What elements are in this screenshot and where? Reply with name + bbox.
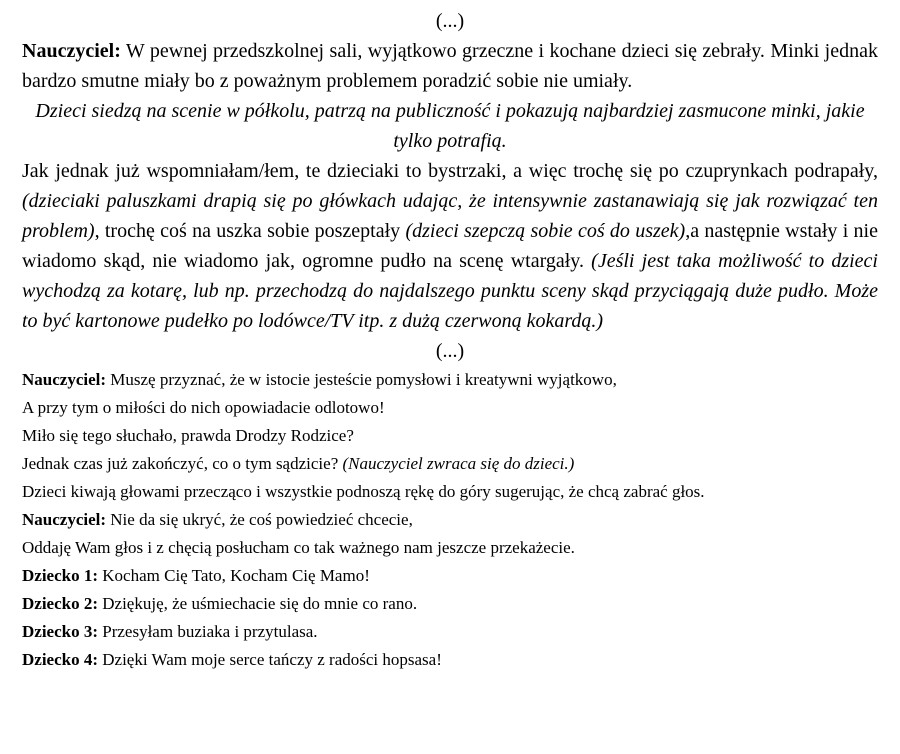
stage-direction-inline: (dzieci szepczą sobie coś do uszek) — [405, 220, 686, 242]
child-line — [22, 590, 878, 618]
dialogue-line: Oddaję Wam głos i z chęcią posłucham co tak ważnego nam jeszcze przekażecie. — [22, 538, 575, 557]
ellipsis-middle: (...) — [435, 340, 465, 362]
narration-line: Dzieci kiwają głowami przecząco i wszystkie podnoszą rękę do góry sugerując, że chcą zabrać głos. — [22, 482, 705, 501]
dialogue-text: Dzięki Wam moje serce tańczy z radości hopsasa! — [98, 650, 442, 669]
child-line — [22, 562, 878, 590]
dialogue-line: Miło się tego słuchało, prawda Drodzy Rodzice? — [22, 426, 354, 445]
speaker-label: Nauczyciel: — [22, 40, 121, 62]
ellipsis-top: (...) — [435, 10, 465, 32]
speaker-label: Dziecko 1: — [22, 566, 99, 585]
speaker-label: Dziecko 3: — [22, 622, 99, 641]
teacher-line — [22, 366, 878, 394]
dialogue-text: Jednak czas już zakończyć, co o tym sądzicie? — [22, 454, 343, 473]
script-document — [22, 6, 878, 674]
dialogue-text: Dziękuję, że uśmiechacie się do mnie co rano. — [98, 594, 418, 613]
speaker-label: Nauczyciel: — [22, 510, 107, 529]
stage-direction-inline: (Jeśli jest taka możliwość to dzieci wychodzą za kotarę, lub np. przechodzą do najdalszego punktu sceny skąd przyciągają duże pudło. Może to być kartonowe pudełko po lodówce/TV itp. z dużą czerwoną kokardą.) — [22, 250, 878, 332]
scene-section — [22, 6, 878, 366]
teacher-paragraph-2 — [22, 156, 878, 336]
dialogue-line: A przy tym o miłości do nich opowiadacie odlotowo! — [22, 398, 385, 417]
dialogue-text: Kocham Cię Tato, Kocham Cię Mamo! — [98, 566, 370, 585]
speaker-label: Dziecko 4: — [22, 650, 99, 669]
teacher-line — [22, 506, 878, 534]
dialogue-text: Muszę przyznać, że w istocie jesteście pomysłowi i kreatywni wyjątkowo, — [106, 370, 617, 389]
dialogue-text: Nie da się ukryć, że coś powiedzieć chcecie, — [106, 510, 413, 529]
stage-direction-inline: (Nauczyciel zwraca się do dzieci.) — [342, 454, 575, 473]
speaker-label: Nauczyciel: — [22, 370, 107, 389]
dialogue-text: ,a następnie wstały i nie wiadomo skąd, nie wiadomo jak, ogromne pudło na scenę wtargały. — [22, 220, 878, 272]
stage-direction: Dzieci siedzą na scenie w półkolu, patrzą na publiczność i pokazują najbardziej zasmucone minki, jakie tylko potrafią. — [35, 100, 865, 152]
dialogue-line — [22, 450, 878, 478]
dialogue-text: W pewnej przedszkolnej sali, wyjątkowo grzeczne i kochane dzieci się zebrały. Minki jednak bardzo smutne miały bo z poważnym problemem poradzić sobie nie umiały. — [22, 40, 878, 92]
speaker-label: Dziecko 2: — [22, 594, 99, 613]
dialogue-text: Jak jednak już wspomniałam/łem, te dzieciaki to bystrzaki, a więc trochę się po czuprynkach podrapały, — [22, 160, 878, 182]
child-line — [22, 646, 878, 674]
teacher-paragraph-1 — [22, 36, 878, 96]
child-line — [22, 618, 878, 646]
closing-section — [22, 366, 878, 674]
dialogue-text: Przesyłam buziaka i przytulasa. — [98, 622, 318, 641]
dialogue-text: , trochę coś na uszka sobie poszeptały — [94, 220, 406, 242]
stage-direction-inline: (dzieciaki paluszkami drapią się po główkach udając, że intensywnie zastanawiają się jak rozwiązać ten problem) — [22, 190, 878, 242]
